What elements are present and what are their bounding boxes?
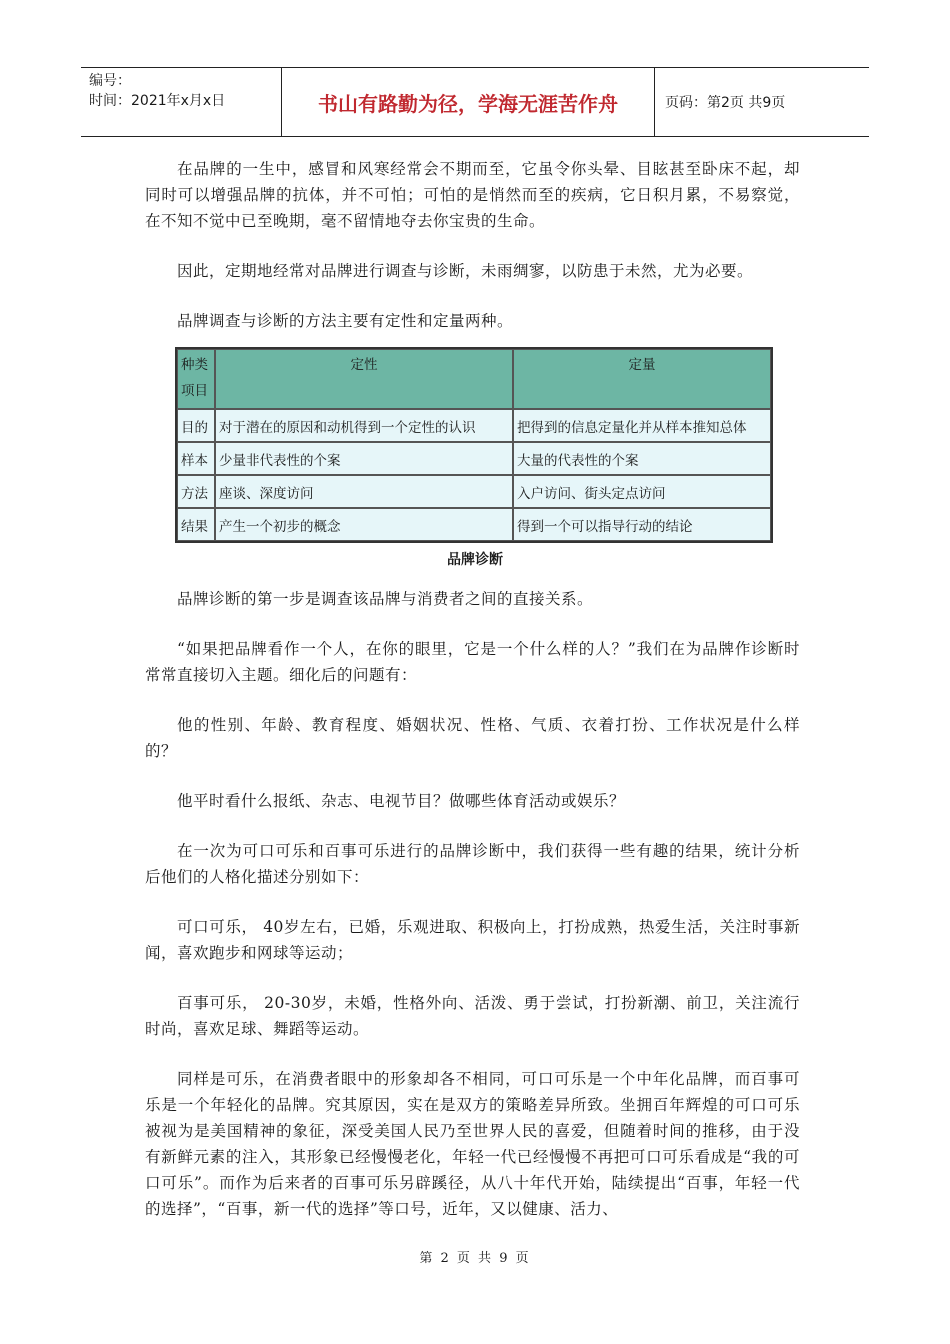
header-motto: 书山有路勤为径，学海无涯苦作舟 [282,68,655,136]
row-item-label: 样本 [177,442,215,475]
quantitative-cell: 入户访问、街头定点访问 [513,475,771,508]
body-paragraph: 同样是可乐，在消费者眼中的形象却各不相同，可口可乐是一个中年化品牌，而百事可乐是一个年轻化的品牌。究其原因，实在是双方的策略差异所致。坐拥百年辉煌的可口可乐被视为是美国精神的象征，深受美国人民乃至世界人民的喜爱，但随着时间的推移，由于没有新鲜元素的注入，其形象已经慢慢老化，年轻一代已经慢慢不再把可口可乐看成是“我的可口可乐”。而作为后来者的百事可乐另辟蹊径，从八十年代开始，陆续提出“百事，年轻一代的选择”，“百事，新一代的选择”等口号，近年，又以健康、活力、 [145,1070,800,1218]
quantitative-cell: 把得到的信息定量化并从样本推知总体 [513,409,771,442]
header-meta [81,68,282,136]
corner-top-label: 种类 [181,357,208,373]
row-item-label: 目的 [177,409,215,442]
column-header-qualitative: 定性 [215,349,513,409]
corner-bottom-label: 项目 [181,383,208,399]
document-header [81,67,869,137]
row-item-label: 结果 [177,508,215,541]
method-comparison-table [175,347,773,543]
method-table-wrapper [175,347,775,569]
body-paragraph: 他平时看什么报纸、杂志、电视节目？做哪些体育活动或娱乐？ [177,792,626,810]
qualitative-cell: 座谈、深度访问 [215,475,513,508]
table-row [177,508,771,541]
intro-paragraph: 因此，定期地经常对品牌进行调查与诊断，未雨绸寥，以防患于未然，尤为必要。 [177,262,754,280]
table-corner-cell [177,349,215,409]
body-paragraph: 百事可乐， 20-30岁，未婚，性格外向、活泼、勇于尝试，打扮新潮、前卫，关注流行时尚，喜欢足球、舞蹈等运动。 [145,994,800,1038]
diagnosis-section [145,586,800,1246]
qualitative-cell: 产生一个初步的概念 [215,508,513,541]
intro-paragraph: 在品牌的一生中，感冒和风寒经常会不期而至，它虽令你头晕、目眩甚至卧床不起，却同时可以增强品牌的抗体，并不可怕；可怕的是悄然而至的疾病，它日积月累，不易察觉，在不知不觉中已至晚期，毫不留情地夺去你宝贵的生命。 [145,160,800,230]
table-header-row [177,349,771,409]
qualitative-cell: 少量非代表性的个案 [215,442,513,475]
row-item-label: 方法 [177,475,215,508]
column-header-quantitative: 定量 [513,349,771,409]
quantitative-cell: 得到一个可以指导行动的结论 [513,508,771,541]
qualitative-cell: 对于潜在的原因和动机得到一个定性的认识 [215,409,513,442]
header-page-info: 页码：第2页 共9页 [665,95,786,111]
number-label: 编号： [89,73,131,89]
quantitative-cell: 大量的代表性的个案 [513,442,771,475]
intro-section [145,156,800,358]
body-paragraph: 在一次为可口可乐和百事可乐进行的品牌诊断中，我们获得一些有趣的结果，统计分析后他们的人格化描述分别如下： [145,842,800,886]
table-row [177,475,771,508]
table-row [177,409,771,442]
page-footer: 第 2 页 共 9 页 [419,1251,531,1266]
time-label: 时间：2021年x月x日 [89,93,226,109]
table-row [177,442,771,475]
body-paragraph: 品牌诊断的第一步是调查该品牌与消费者之间的直接关系。 [177,590,594,608]
body-paragraph: “如果把品牌看作一个人，在你的眼里，它是一个什么样的人？”我们在为品牌作诊断时常常直接切入主题。细化后的问题有： [145,640,800,684]
body-paragraph: 他的性别、年龄、教育程度、婚姻状况、性格、气质、衣着打扮、工作状况是什么样的？ [145,716,800,760]
body-paragraph: 可口可乐， 40岁左右，已婚，乐观进取、积极向上，打扮成熟，热爱生活，关注时事新闻，喜欢跑步和网球等运动； [145,918,800,962]
section-title: 品牌诊断 [447,552,503,568]
intro-paragraph: 品牌调查与诊断的方法主要有定性和定量两种。 [177,312,514,330]
